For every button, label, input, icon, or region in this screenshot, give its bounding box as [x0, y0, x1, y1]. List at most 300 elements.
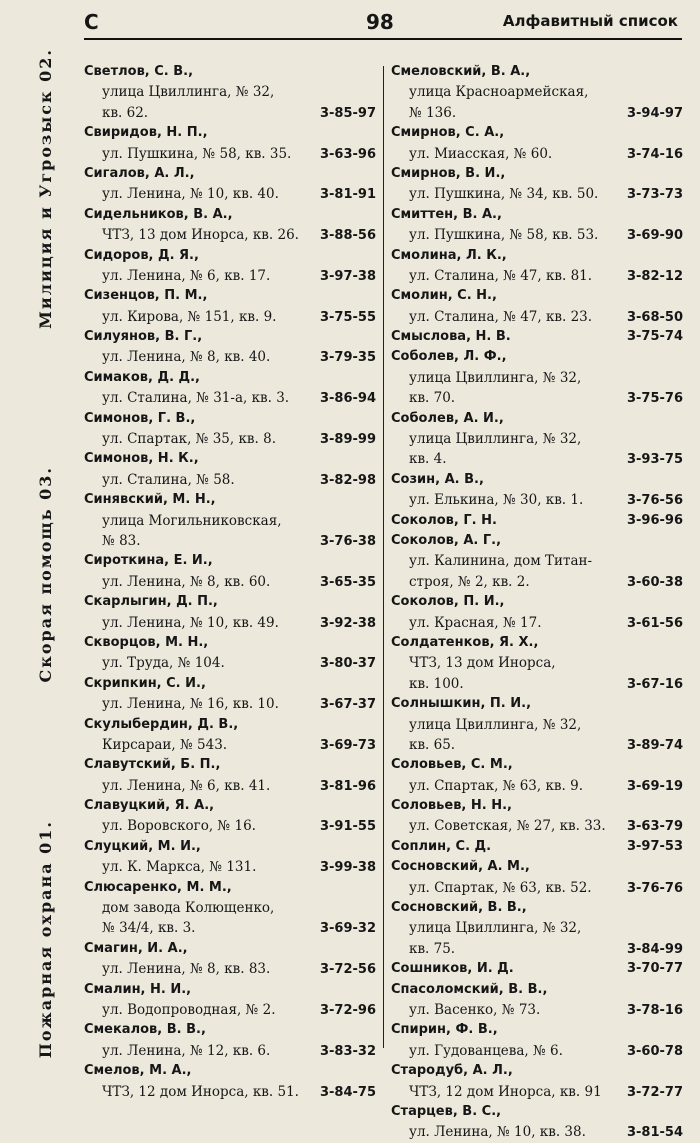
directory-entry: [84, 674, 376, 715]
entry-address-line: [391, 429, 683, 449]
entry-name: Сироткина, Е. И.,: [84, 553, 213, 569]
entry-phone: 3-72-96: [319, 1002, 376, 1018]
entry-name: Скворцов, М. Н.,: [84, 634, 209, 650]
entry-address-line: [84, 918, 376, 938]
entry-phone: 3-99-38: [319, 860, 376, 876]
entry-address-line: [84, 266, 376, 286]
running-title: Алфавитный список: [502, 12, 678, 30]
entry-name-line: [84, 980, 376, 1000]
entry-address: строя, № 2, кв. 2.: [409, 573, 530, 590]
directory-entry: [391, 633, 683, 694]
entry-phone: 3-76-56: [626, 493, 683, 509]
entry-name-line: [84, 490, 376, 510]
entry-name-line: [391, 531, 683, 551]
entry-address-line: [84, 653, 376, 673]
entry-name: Сидельников, В. А.,: [84, 206, 233, 222]
entry-name-line: [84, 551, 376, 571]
entry-name-line: [391, 633, 683, 653]
entry-name-line: [84, 286, 376, 306]
entry-phone: 3-89-99: [319, 432, 376, 448]
entry-phone: 3-67-16: [626, 676, 683, 692]
directory-entry: [391, 246, 683, 287]
entry-address-line: [391, 776, 683, 796]
entry-name-line: [84, 939, 376, 959]
entry-address: ул. Кирова, № 151, кв. 9.: [102, 308, 277, 325]
entry-phone: 3-86-94: [319, 391, 376, 407]
entry-address-line: [84, 511, 376, 531]
entry-name: Скулыбердин, Д. В.,: [84, 716, 239, 732]
entry-phone: 3-72-56: [319, 962, 376, 978]
entry-address: улица Цвиллинга, № 32,: [409, 431, 582, 448]
directory-entry: [84, 715, 376, 756]
entry-name: Симаков, Д. Д.,: [84, 369, 200, 385]
emergency-ambulance: Скорая помощь 03.: [35, 466, 55, 683]
entry-phone: 3-76-38: [319, 533, 376, 549]
entry-name: Смалин, Н. И.,: [84, 981, 192, 997]
entry-phone: 3-97-53: [626, 838, 683, 854]
entry-address-line: [84, 1000, 376, 1020]
entry-name: Смирнов, С. А.,: [391, 125, 505, 141]
entry-address-line: [84, 531, 376, 551]
entry-address: ул. Ленина, № 6, кв. 41.: [102, 777, 271, 794]
entry-phone: 3-89-74: [626, 737, 683, 753]
entry-address: ул. Сталина, № 47, кв. 81.: [409, 267, 593, 284]
directory-entry: [84, 551, 376, 592]
entry-address-line: [84, 898, 376, 918]
entry-phone: 3-63-96: [319, 146, 376, 162]
entry-address-line: [391, 816, 683, 836]
entry-name-line: [84, 796, 376, 816]
entry-name: Соколов, П. И.,: [391, 594, 505, 610]
directory-entry: [391, 837, 683, 857]
entry-name: Сизенцов, П. М.,: [84, 288, 208, 304]
entry-address-line: [391, 490, 683, 510]
entry-address: ул. Ленина, № 10, кв. 40.: [102, 186, 279, 203]
entry-address: ул. Спартак, № 63, кв. 52.: [409, 879, 592, 896]
entry-phone: 3-69-32: [319, 921, 376, 937]
entry-name-line: [84, 246, 376, 266]
entry-name-line: [391, 327, 683, 347]
entry-address-line: [84, 776, 376, 796]
entry-name-line: [391, 898, 683, 918]
entry-name-line: [391, 347, 683, 367]
directory-entry: [391, 755, 683, 796]
entry-phone: 3-81-91: [319, 187, 376, 203]
directory-entry: [391, 123, 683, 164]
entry-phone: 3-69-73: [319, 737, 376, 753]
directory-entry: [84, 490, 376, 551]
entry-name: Смыслова, Н. В.: [391, 329, 511, 345]
entry-phone: 3-60-38: [626, 574, 683, 590]
entry-name-line: [391, 755, 683, 775]
directory-entry: [391, 164, 683, 205]
directory-entry: [391, 1020, 683, 1061]
entry-address-line: [391, 1041, 683, 1061]
entry-name: Сидоров, Д. Я.,: [84, 247, 199, 263]
entry-phone: 3-70-77: [626, 961, 683, 977]
entry-phone: 3-63-79: [626, 819, 683, 835]
directory-entry: [84, 123, 376, 164]
entry-name-line: [84, 674, 376, 694]
entry-address-line: [391, 449, 683, 469]
directory-entry: [391, 857, 683, 898]
entry-phone: 3-79-35: [319, 350, 376, 366]
entry-phone: 3-73-73: [626, 187, 683, 203]
entry-address-line: [391, 674, 683, 694]
directory-entry: [391, 898, 683, 959]
entry-address-line: [391, 613, 683, 633]
entry-address: ул. Ленина, № 6, кв. 17.: [102, 267, 271, 284]
directory-entry: [84, 62, 376, 123]
entry-name-line: [391, 837, 683, 857]
entry-address-line: [391, 572, 683, 592]
entry-phone: 3-72-77: [626, 1084, 683, 1100]
entry-name-line: [84, 368, 376, 388]
entry-address-line: [391, 918, 683, 938]
entry-address-line: [391, 388, 683, 408]
entry-phone: 3-88-56: [319, 228, 376, 244]
page-number: 98: [366, 10, 394, 34]
entry-address: № 136.: [409, 104, 457, 121]
entry-address-line: [391, 939, 683, 959]
directory-entry: [84, 164, 376, 205]
entry-address-line: [84, 959, 376, 979]
entry-address: ул. Ленина, № 10, кв. 38.: [409, 1124, 586, 1141]
entry-name: Созин, А. В.,: [391, 471, 484, 487]
entry-name: Симонов, Г. В.,: [84, 410, 196, 426]
entry-address: ЧТЗ, 12 дом Инорса, кв. 91: [409, 1083, 602, 1100]
entry-address-line: [84, 613, 376, 633]
directory-entry: [84, 980, 376, 1021]
entry-name: Силуянов, В. Г.,: [84, 329, 203, 345]
entry-name-line: [391, 1020, 683, 1040]
entry-name-line: [84, 62, 376, 82]
entry-phone: 3-92-38: [319, 615, 376, 631]
entry-name: Сошников, И. Д.: [391, 961, 514, 977]
directory-entry: [391, 796, 683, 837]
emergency-numbers-sidebar: [18, 48, 72, 1058]
entry-address: ЧТЗ, 13 дом Инорса, кв. 26.: [102, 227, 299, 244]
entry-address-line: [391, 551, 683, 571]
entry-address-line: [84, 225, 376, 245]
entry-name: Соколов, А. Г.,: [391, 532, 502, 548]
directory-entry: [84, 755, 376, 796]
entry-address: ул. Воровского, № 16.: [102, 818, 256, 835]
entry-name-line: [391, 246, 683, 266]
entry-name: Смирнов, В. И.,: [391, 165, 506, 181]
entry-phone: 3-82-98: [319, 472, 376, 488]
directory-entry: [84, 592, 376, 633]
entry-address-line: [391, 1122, 683, 1142]
entry-phone: 3-96-96: [626, 512, 683, 528]
directory-entry: [84, 1061, 376, 1102]
entry-address: ул. Сталина, № 58.: [102, 471, 235, 488]
entry-address: кв. 65.: [409, 736, 456, 753]
entry-phone: 3-65-35: [319, 574, 376, 590]
directory-entry: [391, 1102, 683, 1143]
entry-name-line: [84, 164, 376, 184]
directory-entry: [84, 368, 376, 409]
entry-phone: 3-84-75: [319, 1084, 376, 1100]
entry-address-line: [84, 470, 376, 490]
entry-name: Слюсаренко, М. М.,: [84, 879, 232, 895]
directory-entry: [391, 347, 683, 408]
entry-address: ул. Васенко, № 73.: [409, 1001, 541, 1018]
entry-address: улица Цвиллинга, № 32,: [409, 920, 582, 937]
entry-address-line: [391, 307, 683, 327]
entry-phone: 3-75-74: [626, 329, 683, 345]
directory-entry: [391, 327, 683, 347]
entry-address: улица Цвиллинга, № 32,: [409, 716, 582, 733]
entry-phone: 3-91-55: [319, 819, 376, 835]
entry-address: ул. Ленина, № 8, кв. 40.: [102, 349, 271, 366]
entry-phone: 3-75-55: [319, 309, 376, 325]
entry-phone: 3-60-78: [626, 1043, 683, 1059]
entry-phone: 3-69-90: [626, 228, 683, 244]
entry-address: ул. Ленина, № 10, кв. 49.: [102, 614, 279, 631]
entry-address: № 34/4, кв. 3.: [102, 920, 196, 937]
entry-name: Смиттен, В. А.,: [391, 206, 502, 222]
entry-name: Синявский, М. Н.,: [84, 492, 216, 508]
entry-address: ул. Труда, № 104.: [102, 655, 225, 672]
entry-address: ул. Спартак, № 35, кв. 8.: [102, 431, 276, 448]
entry-address: кв. 62.: [102, 104, 149, 121]
entry-address: ул. Сталина, № 47, кв. 23.: [409, 308, 593, 325]
entry-address: ул. Советская, № 27, кв. 33.: [409, 818, 606, 835]
entry-name-line: [84, 409, 376, 429]
entry-address: ул. Калинина, дом Титан-: [409, 553, 593, 570]
entry-address-line: [84, 572, 376, 592]
entry-address-line: [84, 1041, 376, 1061]
directory-entry: [391, 62, 683, 123]
page-header: [0, 0, 700, 42]
directory-entry: [391, 286, 683, 327]
entry-phone: 3-85-97: [319, 105, 376, 121]
entry-name: Свиридов, Н. П.,: [84, 125, 208, 141]
entry-name-line: [391, 592, 683, 612]
entry-phone: 3-97-38: [319, 268, 376, 284]
entry-address: ЧТЗ, 12 дом Инорса, кв. 51.: [102, 1083, 299, 1100]
entry-address-line: [391, 1082, 683, 1102]
entry-address-line: [84, 184, 376, 204]
entry-name-line: [391, 857, 683, 877]
entry-phone: 3-67-37: [319, 697, 376, 713]
entry-address-line: [391, 82, 683, 102]
entry-name-line: [84, 755, 376, 775]
entry-address: ул. Ленина, № 8, кв. 60.: [102, 573, 271, 590]
entry-name-line: [391, 123, 683, 143]
entry-name: Соболев, Л. Ф.,: [391, 349, 507, 365]
entry-address-line: [84, 103, 376, 123]
entry-name: Солнышкин, П. И.,: [391, 696, 532, 712]
entry-name: Спирин, Ф. В.,: [391, 1022, 498, 1038]
entry-address: ул. Ленина, № 12, кв. 6.: [102, 1042, 271, 1059]
entry-address: кв. 4.: [409, 451, 447, 468]
entry-phone: 3-69-19: [626, 778, 683, 794]
entry-name-line: [391, 62, 683, 82]
directory-entry: [84, 837, 376, 878]
entry-address: ул. Ленина, № 8, кв. 83.: [102, 961, 271, 978]
entry-address: Кирсараи, № 543.: [102, 736, 228, 753]
entry-phone: 3-78-16: [626, 1002, 683, 1018]
entry-name-line: [84, 1061, 376, 1081]
entry-address-line: [391, 878, 683, 898]
entry-address-line: [84, 347, 376, 367]
entry-name: Сосновский, А. М.,: [391, 859, 530, 875]
directory-entry: [391, 1061, 683, 1102]
entry-name: Соплин, С. Д.: [391, 838, 492, 854]
entry-address: ЧТЗ, 13 дом Инорса,: [409, 655, 556, 672]
entry-name-line: [84, 633, 376, 653]
entry-address-line: [391, 368, 683, 388]
entry-address-line: [391, 653, 683, 673]
directory-entry: [84, 286, 376, 327]
entry-address: ул. Красная, № 17.: [409, 614, 542, 631]
directory-entry: [391, 205, 683, 246]
entry-address-line: [391, 225, 683, 245]
entry-address: ул. Миасская, № 60.: [409, 145, 553, 162]
entry-address-line: [391, 735, 683, 755]
entry-name: Смолин, С. Н.,: [391, 288, 497, 304]
directory-entry: [84, 327, 376, 368]
emergency-police: Милиция и Угрозыск 02.: [35, 48, 55, 329]
entry-name: Сигалов, А. Л.,: [84, 165, 195, 181]
directory-column-left: [84, 62, 376, 1102]
entry-name: Соколов, Г. Н.: [391, 512, 497, 528]
entry-name-line: [391, 796, 683, 816]
entry-name: Смелов, М. А.,: [84, 1063, 192, 1079]
entry-address-line: [84, 857, 376, 877]
entry-phone: 3-94-97: [626, 105, 683, 121]
entry-name: Скрипкин, С. И.,: [84, 675, 206, 691]
directory-entry: [84, 1020, 376, 1061]
entry-address: ул. Гудованцева, № 6.: [409, 1042, 563, 1059]
entry-name: Стародуб, А. Л.,: [391, 1063, 513, 1079]
entry-name-line: [84, 837, 376, 857]
entry-address-line: [391, 144, 683, 164]
entry-address: кв. 70.: [409, 390, 456, 407]
entry-address-line: [391, 1000, 683, 1020]
entry-name: Славуцкий, Я. А.,: [84, 798, 215, 814]
entry-name: Смагин, И. А.,: [84, 940, 188, 956]
entry-name-line: [391, 694, 683, 714]
entry-name: Соловьев, С. М.,: [391, 757, 513, 773]
entry-phone: 3-93-75: [626, 452, 683, 468]
entry-name-line: [391, 286, 683, 306]
directory-entry: [391, 409, 683, 470]
entry-name-line: [84, 449, 376, 469]
entry-name-line: [84, 205, 376, 225]
entry-name-line: [391, 205, 683, 225]
entry-phone: 3-61-56: [626, 615, 683, 631]
directory-entry: [84, 633, 376, 674]
entry-address: № 83.: [102, 532, 141, 549]
directory-entry: [84, 878, 376, 939]
entry-address: ул. Пушкина, № 58, кв. 35.: [102, 145, 292, 162]
directory-entry: [84, 246, 376, 287]
entry-address: улица Красноармейская,: [409, 84, 589, 101]
entry-name-line: [84, 327, 376, 347]
entry-phone: 3-82-12: [626, 268, 683, 284]
entry-address: ул. Елькина, № 30, кв. 1.: [409, 492, 584, 509]
entry-address: кв. 100.: [409, 675, 464, 692]
entry-address: улица Цвиллинга, № 32,: [409, 369, 582, 386]
entry-name-line: [391, 1061, 683, 1081]
directory-entry: [84, 205, 376, 246]
entry-name-line: [391, 980, 683, 1000]
directory-entry: [391, 470, 683, 511]
entry-address: ул. Ленина, № 16, кв. 10.: [102, 696, 279, 713]
entry-name-line: [391, 470, 683, 490]
entry-address-line: [84, 307, 376, 327]
entry-address-line: [84, 694, 376, 714]
entry-name-line: [84, 715, 376, 735]
entry-name: Соловьев, Н. Н.,: [391, 798, 512, 814]
entry-phone: 3-83-32: [319, 1043, 376, 1059]
entry-name-line: [391, 164, 683, 184]
entry-name: Симонов, Н. К.,: [84, 451, 199, 467]
directory-entry: [391, 694, 683, 755]
entry-address: ул. Пушкина, № 34, кв. 50.: [409, 186, 599, 203]
entry-phone: 3-84-99: [626, 941, 683, 957]
entry-name: Скарлыгин, Д. П.,: [84, 594, 218, 610]
entry-phone: 3-81-54: [626, 1125, 683, 1141]
header-rule: [84, 38, 682, 40]
entry-address-line: [391, 715, 683, 735]
entry-address: ул. Сталина, № 31-а, кв. 3.: [102, 390, 290, 407]
directory-entry: [391, 959, 683, 979]
entry-address-line: [84, 816, 376, 836]
column-divider: [383, 66, 384, 1048]
entry-address: улица Цвиллинга, № 32,: [102, 84, 275, 101]
entry-address: ул. Спартак, № 63, кв. 9.: [409, 777, 583, 794]
entry-name: Славутский, Б. П.,: [84, 757, 221, 773]
entry-name-line: [84, 123, 376, 143]
entry-name: Солдатенков, Я. Х.,: [391, 634, 539, 650]
entry-address: ул. Водопроводная, № 2.: [102, 1001, 276, 1018]
entry-name-line: [391, 511, 683, 531]
entry-address: ул. К. Маркса, № 131.: [102, 859, 257, 876]
entry-address-line: [84, 1082, 376, 1102]
entry-name: Старцев, В. С.,: [391, 1103, 502, 1119]
entry-phone: 3-80-37: [319, 656, 376, 672]
entry-name: Смеловский, В. А.,: [391, 64, 531, 79]
directory-entry: [391, 531, 683, 592]
entry-name-line: [391, 959, 683, 979]
directory-column-right: [391, 62, 683, 1143]
entry-address-line: [391, 266, 683, 286]
entry-phone: 3-76-76: [626, 880, 683, 896]
entry-address-line: [84, 82, 376, 102]
entry-name-line: [84, 1020, 376, 1040]
entry-name-line: [84, 878, 376, 898]
directory-entry: [391, 592, 683, 633]
entry-phone: 3-81-96: [319, 778, 376, 794]
entry-phone: 3-74-16: [626, 146, 683, 162]
entry-address: дом завода Колющенко,: [102, 900, 275, 917]
entry-name: Сосновский, В. В.,: [391, 900, 527, 916]
directory-entry: [391, 980, 683, 1021]
directory-entry: [84, 449, 376, 490]
entry-name-line: [391, 409, 683, 429]
directory-entry: [391, 511, 683, 531]
entry-address-line: [84, 735, 376, 755]
entry-name: Спасоломский, В. В.,: [391, 981, 548, 997]
entry-address-line: [391, 184, 683, 204]
entry-address-line: [84, 388, 376, 408]
entry-address-line: [84, 429, 376, 449]
entry-name-line: [391, 1102, 683, 1122]
